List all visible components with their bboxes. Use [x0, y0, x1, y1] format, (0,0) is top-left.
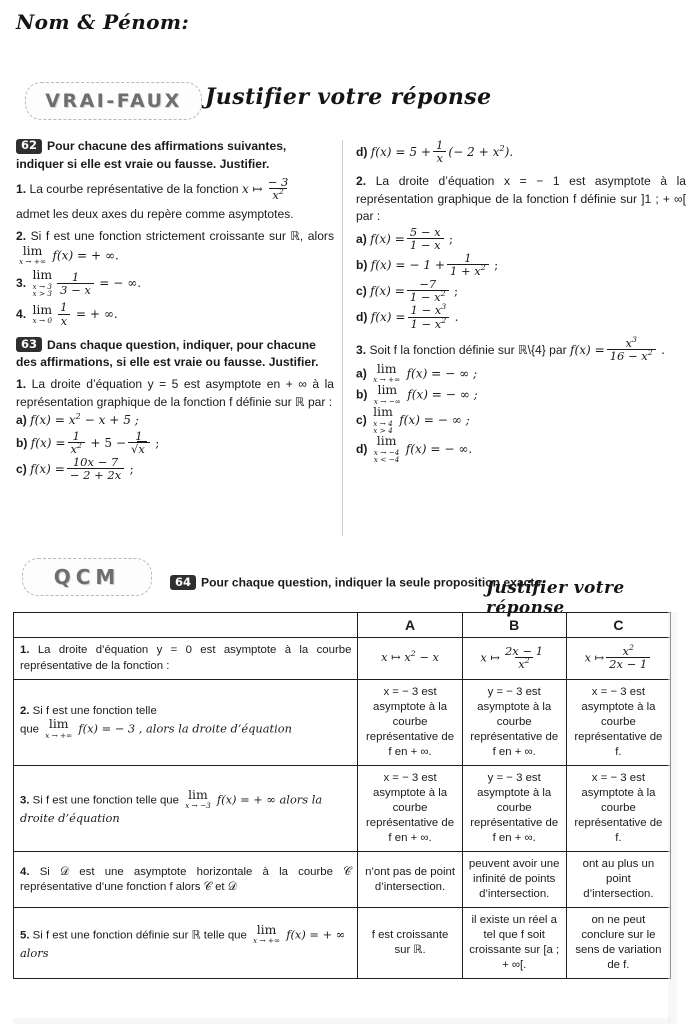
right-column [356, 138, 686, 465]
qcm-row3-option-c[interactable]: x = − 3 est asymptote à la courbe représentative de f. [566, 765, 670, 851]
ex62-r2d [356, 302, 686, 331]
ex63-q1c-label: c) [16, 461, 27, 476]
ex63-q3b-lim-word: lim [377, 382, 398, 398]
ex62-q1-label: 1. [16, 182, 27, 197]
ex63-q1a [16, 412, 334, 430]
ex62-r2-text: La droite d’équation x = − 1 est asymptote à la représentation graphique de la fonction f définie sur ]1 ; + ∞[ par : [356, 174, 686, 224]
qcm-row3-text-c: f(x) = + ∞ alors la droite d’équation [20, 792, 323, 825]
ex62-r-d-tail-a: (− 2 + x [448, 144, 500, 159]
ex62-q4-lim-word: lim [32, 301, 53, 317]
ex63-q3d-lim-sub1: x → −4 [373, 447, 400, 457]
ex62-r-d [356, 140, 686, 165]
qcm-row3-option-b[interactable]: y = − 3 est asymptote à la courbe représentative de f en + ∞. [462, 765, 566, 851]
qcm-row2-limit [45, 718, 72, 739]
ex63-q3d-lim-sub2: x < −4 [373, 454, 400, 464]
ex63-q1c-lhs: f(x) = [30, 461, 65, 476]
ex63-q1a-label: a) [16, 413, 27, 428]
qcm-row5-lim-sub: x → +∞ [253, 936, 281, 946]
sqrt-icon: √ [131, 441, 139, 456]
ex62-r2d-fraction [408, 304, 450, 329]
ex63-q3 [356, 334, 686, 363]
qcm-row3-number: 3. [20, 794, 30, 807]
ex63-q1b [16, 428, 334, 456]
ex62-r2b-den-base: 1 + x [450, 264, 481, 279]
ex62-r2d-lhs: f(x) = [370, 310, 406, 325]
vrai-faux-badge-label: VRAI-FAUX [45, 90, 182, 112]
ex63-q1b-num1: 1 [72, 428, 80, 443]
ex63-q3b [356, 382, 686, 406]
ex63-q1 [16, 376, 334, 411]
ex62-q4-fraction [57, 301, 70, 326]
qcm-row1-number: 1. [20, 644, 30, 657]
ex62-r2d-denominator [408, 317, 450, 330]
ex62-q1-fraction [265, 176, 292, 201]
ex62-q4-numerator: 1 [60, 300, 68, 315]
ex62-q3 [16, 267, 334, 299]
qcm-header-b: B [462, 613, 566, 638]
ex63-q3c [356, 404, 686, 435]
ex63-q1b-den1 [68, 442, 85, 455]
ex62-r2b-fraction [447, 252, 489, 277]
ex62-r2a-label: a) [356, 231, 367, 246]
ex62-r2b-end: ; [494, 257, 499, 272]
exercise-columns [0, 138, 697, 538]
ex63-q1b-fraction-1 [68, 430, 85, 455]
exercise-62-intro-text: Pour chacune des affirmations suivantes, indiquer si elle est vraie ou fausse. Justifier. [16, 139, 287, 171]
qcm-row4-option-c[interactable]: ont au plus un point d’intersection. [566, 852, 670, 908]
ex62-q4-lim-sub: x → 0 [32, 316, 53, 326]
ex62-q2-lim-word: lim [22, 242, 43, 258]
ex63-q3c-lim-sub1: x → 4 [373, 418, 393, 428]
ex62-r2a-numerator: 5 − x [409, 225, 441, 240]
qcm-row1-option-c[interactable]: x ↦ $\frac{x^2}{2x - 1}$ [566, 638, 670, 679]
ex62-q3-label: 3. [16, 276, 27, 291]
ex62-r2c-den-base: 1 − x [409, 290, 441, 305]
ex63-q3d-limit [374, 435, 400, 463]
ex62-q3-rhs: = − ∞. [99, 276, 142, 291]
vrai-faux-justify-note: Justifier votre réponse [205, 84, 492, 110]
qcm-row3-option-a[interactable]: x = − 3 est asymptote à la courbe représentative de f en + ∞. [358, 765, 462, 851]
ex63-q3c-label: c) [356, 413, 367, 428]
exercise-62-intro [16, 138, 334, 173]
ex62-q3-denominator: 3 − x [57, 283, 94, 296]
ex63-q1a-expr [30, 413, 139, 427]
ex62-q3-lim-sub2: x > 3 [32, 289, 53, 299]
qcm-row4-option-b[interactable]: peuvent avoir une infinité de points d’intersection. [462, 852, 566, 908]
ex63-q3d-lim-word: lim [376, 433, 397, 449]
qcm-row5-limit [253, 921, 281, 946]
qcm-row2-text-c: f(x) = − 3 , alors la droite d’équation [78, 721, 292, 736]
ex62-r-d-lhs: f(x) = 5 + [370, 144, 432, 159]
ex63-q3-numerator [623, 334, 640, 350]
ex63-q1a-tail: − x + 5 ; [80, 413, 139, 428]
qcm-row5-option-a[interactable]: f est croissante sur ℝ. [358, 908, 462, 979]
ex63-q3-end: . [661, 342, 666, 357]
ex62-r2d-num-exp: 3 [441, 302, 447, 312]
ex63-q1b-lhs: f(x) = [30, 435, 66, 450]
table-row [14, 638, 671, 679]
ex62-r2a-fraction [407, 226, 444, 251]
ex63-q1b-den2-base: x [138, 441, 145, 456]
ex62-q4 [16, 302, 334, 327]
qcm-row5-number: 5. [20, 929, 30, 942]
ex62-r2a [356, 227, 686, 252]
exercise-64-intro-text: Pour chaque question, indiquer la seule proposition exacte. [201, 575, 545, 590]
ex63-q3d-label: d) [356, 442, 368, 457]
ex62-r-d-denominator: x [433, 151, 446, 164]
qcm-row3-lim-sub: x → −3 [185, 801, 211, 811]
ex63-q1a-exponent: 2 [75, 411, 81, 422]
ex63-q3d [356, 433, 686, 464]
ex62-q1-denominator [269, 188, 286, 201]
exercise-64-number: 64 [170, 575, 196, 590]
ex63-q3a-limit [373, 360, 401, 385]
ex63-q1b-label: b) [16, 435, 28, 450]
ex62-q2-limit [19, 242, 47, 267]
qcm-row5-statement [14, 908, 358, 979]
ex63-q3-num-exp: 3 [632, 334, 637, 344]
ex62-q1-text: La courbe représentative de la fonction [29, 182, 239, 197]
ex63-q3a-lim-word: lim [376, 360, 397, 376]
ex62-q3-lim-word: lim [32, 267, 53, 283]
table-row [14, 908, 671, 979]
qcm-row3-lim-word: lim [188, 787, 208, 803]
ex63-q1c-fraction [67, 456, 124, 481]
ex62-r2a-end: ; [448, 231, 454, 246]
qcm-row5-option-b[interactable]: il existe un réel a tel que f soit croissante sur [a ; + ∞[. [462, 908, 566, 979]
ex63-q3c-limit [373, 406, 393, 434]
ex62-r2d-den-exp: 2 [441, 315, 447, 325]
ex62-q2-text: Si f est une fonction strictement croissante sur ℝ, alors [30, 229, 334, 244]
ex63-q1c [16, 454, 334, 483]
ex62-q4-limit [32, 301, 53, 326]
ex62-q4-label: 4. [16, 307, 27, 322]
ex63-q3c-rhs: f(x) = − ∞ ; [399, 413, 470, 428]
ex62-r2b-numerator: 1 [464, 251, 472, 266]
ex62-r2d-num-base: 1 − x [410, 303, 442, 318]
ex63-q3-num-base: x [625, 335, 632, 350]
ex62-q1-numerator: − 3 [267, 175, 289, 190]
ex62-r-d-label: d) [356, 144, 368, 159]
ex63-q3b-label: b) [356, 387, 368, 402]
ex62-q2-rhs: f(x) = + ∞. [52, 248, 119, 263]
ex62-q1-den-base: x [272, 188, 279, 203]
ex62-r2c-numerator: −7 [419, 277, 437, 292]
table-row [14, 852, 671, 908]
qcm-badge [22, 558, 152, 596]
ex63-q1-text: La droite d’équation y = 5 est asymptote en + ∞ à la représentation graphique de la fonction f définie sur ℝ par : [16, 376, 334, 409]
ex63-q3-label: 3. [356, 342, 367, 357]
ex63-q1b-end: ; [155, 435, 160, 450]
qcm-row2-text-b: que [20, 723, 40, 736]
ex63-q1-label: 1. [16, 376, 27, 391]
ex63-q1b-num2: 1 [135, 428, 143, 443]
ex62-r-d-numerator: 1 [436, 138, 444, 152]
scan-artifact [13, 1018, 671, 1024]
ex63-q3c-lim-word: lim [373, 404, 393, 420]
ex62-r2c-end: ; [453, 284, 459, 299]
qcm-row5-text-a: Si f est une fonction définie sur ℝ telle que [32, 929, 247, 942]
vrai-faux-badge [25, 82, 202, 120]
ex63-q3a-label: a) [356, 366, 367, 381]
ex63-q3c-lim-sub2: x > 4 [373, 425, 393, 435]
qcm-table-body [14, 638, 671, 979]
ex62-r2c-den-exp: 2 [440, 289, 446, 299]
qcm-row4-text: Si 𝒟 est une asymptote horizontale à la courbe 𝒞 représentative d’une fonction f alors 𝒞 et 𝒟 [20, 865, 352, 893]
column-divider [342, 140, 343, 536]
ex62-r2b-lhs: f(x) = − 1 + [370, 257, 446, 272]
ex62-q2 [16, 228, 334, 266]
ex62-r2d-label: d) [356, 310, 368, 325]
qcm-header-c: C [566, 613, 670, 638]
ex62-q2-label: 2. [16, 229, 27, 244]
ex63-q3a [356, 360, 686, 385]
qcm-row5-lim-word: lim [256, 921, 277, 937]
qcm-row2-statement [14, 679, 358, 765]
qcm-row5-text-c: f(x) = + ∞ alors [20, 927, 346, 960]
ex62-r2 [356, 173, 686, 226]
qcm-row2-option-a[interactable]: x = − 3 est asymptote à la courbe représentative de f en + ∞. [358, 679, 462, 765]
ex62-q3-numerator: 1 [71, 269, 80, 284]
ex63-q1c-end: ; [129, 461, 134, 476]
ex62-r2-label: 2. [356, 174, 367, 189]
ex62-r2b [356, 253, 686, 278]
ex62-r2d-den-base: 1 − x [410, 316, 442, 331]
ex63-q1b-fraction-2 [128, 430, 150, 455]
ex63-q3-fraction [607, 334, 656, 363]
qcm-table [13, 612, 671, 979]
ex62-q1-continued: admet les deux axes du repère comme asymptotes. [16, 207, 294, 222]
ex63-q1c-denominator: − 2 + 2x [67, 468, 124, 481]
ex63-q1b-den1-exp: 2 [77, 441, 82, 451]
ex62-r-d-tail-exp: 2 [499, 142, 505, 153]
ex62-q1-map: x ↦ [241, 182, 263, 197]
ex62-q2-lim-sub: x → +∞ [19, 257, 47, 267]
exercise-63-intro-text: Dans chaque question, indiquer, pour chacune des affirmations, si elle est vraie ou fausse. Justifier. [16, 337, 319, 370]
exercise-62-number: 62 [16, 139, 42, 154]
ex62-r2b-label: b) [356, 257, 368, 272]
ex62-r2b-denominator [447, 264, 489, 277]
ex62-r2a-denominator: 1 − x [407, 238, 444, 251]
qcm-row2-lim-word: lim [48, 716, 69, 732]
qcm-row2-number: 2. [20, 705, 30, 718]
qcm-row2-option-b[interactable]: y = − 3 est asymptote à la courbe représentative de f en + ∞. [462, 679, 566, 765]
exercise-63-intro [16, 337, 334, 372]
ex62-r2c-label: c) [356, 284, 367, 299]
ex63-q3-den-exp: 2 [647, 347, 653, 357]
ex63-q3-text: Soit f la fonction définie sur ℝ\{4} par [369, 342, 567, 357]
qcm-row3-text-a: Si f est une fonction telle que [32, 794, 179, 807]
student-name-line: Nom & Pénom: [16, 10, 190, 34]
table-row [14, 679, 671, 765]
ex63-q1b-den1-base: x [70, 441, 78, 456]
left-column [16, 138, 334, 483]
ex63-q3b-limit [374, 384, 401, 405]
ex63-q3d-rhs: f(x) = − ∞. [405, 442, 473, 457]
qcm-row2-lim-sub: x → +∞ [45, 730, 73, 740]
qcm-row2-text-a: Si f est une fonction telle [32, 705, 157, 718]
ex63-q1b-den2 [128, 442, 150, 455]
ex62-r2c [356, 279, 686, 304]
ex62-q3-lim-sub1: x → 3 [32, 281, 53, 291]
qcm-table-head [14, 613, 671, 638]
qcm-row4-statement [14, 852, 358, 908]
qcm-header-row [14, 613, 671, 638]
ex63-q1b-mid: + 5 − [90, 435, 127, 450]
qcm-row2-option-c[interactable]: x = − 3 est asymptote à la courbe représentative de f. [566, 679, 670, 765]
ex63-q1c-numerator: 10x − 7 [72, 454, 119, 469]
ex63-q1a-base: f(x) = x [30, 413, 76, 428]
qcm-row1-text: La droite d’équation y = 0 est asymptote à la courbe représentative de la fonction : [20, 644, 352, 672]
exercise-63-number: 63 [16, 337, 42, 352]
table-row [14, 765, 671, 851]
ex62-r2a-lhs: f(x) = [370, 231, 405, 246]
ex62-q4-rhs: = + ∞. [75, 307, 118, 322]
ex63-q3a-rhs: f(x) = − ∞ ; [406, 366, 478, 381]
ex63-q3b-lim-sub: x → −∞ [373, 396, 401, 406]
ex62-r-d-tail [448, 142, 514, 159]
ex63-q3-denominator [607, 349, 656, 362]
qcm-header-statement [14, 613, 358, 638]
ex62-q3-fraction [57, 271, 94, 296]
ex63-q3-den-base: 16 − x [609, 348, 648, 363]
ex62-r2b-den-exp: 2 [480, 263, 486, 273]
qcm-badge-label: QCM [53, 565, 121, 589]
ex62-r-d-fraction [433, 139, 446, 164]
ex62-q4-denominator: x [58, 314, 71, 327]
ex62-r2c-lhs: f(x) = [370, 284, 405, 299]
ex63-q3b-rhs: f(x) = − ∞ ; [407, 387, 478, 402]
qcm-row5-option-c[interactable]: on ne peut conclure sur le sens de variation de f. [566, 908, 670, 979]
ex62-r2c-denominator [407, 290, 449, 303]
ex62-r2d-end: . [454, 310, 459, 325]
qcm-row1-option-a[interactable]: x ↦ $x^2 - x$ [358, 638, 462, 679]
ex63-q3a-lim-sub: x → +∞ [373, 375, 401, 385]
qcm-row4-number: 4. [20, 865, 30, 878]
qcm-row4-option-a[interactable]: n’ont pas de point d’intersection. [358, 852, 462, 908]
qcm-row1-option-b[interactable]: x ↦ $\frac{2x - 1}{x^2}$ [462, 638, 566, 679]
ex62-r2c-fraction [407, 278, 449, 303]
ex62-q1-den-exponent: 2 [278, 187, 284, 197]
qcm-justify-note: Justifier votre réponse [486, 578, 625, 618]
qcm-row1-statement [14, 638, 358, 679]
qcm-row3-statement [14, 765, 358, 851]
qcm-header-a: A [358, 613, 462, 638]
ex62-q3-limit [32, 269, 52, 297]
ex63-q3-lhs: f(x) = [570, 342, 605, 357]
ex62-q1 [16, 177, 334, 202]
qcm-row3-limit [185, 789, 211, 810]
ex62-r-d-tail-b: ). [504, 144, 514, 159]
